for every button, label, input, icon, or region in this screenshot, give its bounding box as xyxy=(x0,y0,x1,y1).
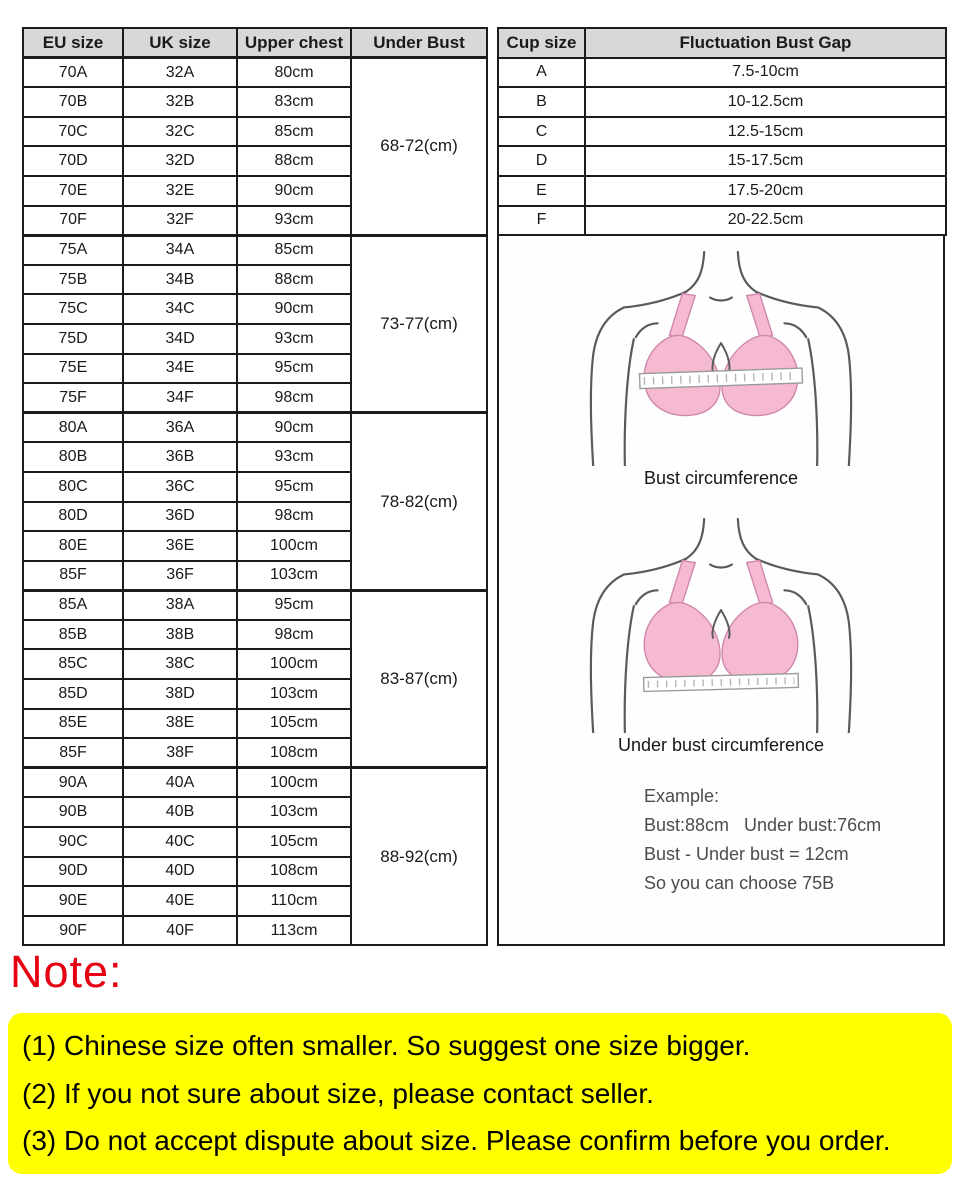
size-table xyxy=(22,27,488,946)
note-box xyxy=(8,1013,952,1174)
size-cell: 108cm xyxy=(237,857,351,887)
size-cell: 100cm xyxy=(237,531,351,561)
under-bust-cell: 88-92(cm) xyxy=(351,768,487,946)
size-cell: 32B xyxy=(123,87,237,117)
bust-gap-cell: 7.5-10cm xyxy=(585,58,946,88)
size-cell: 93cm xyxy=(237,442,351,472)
size-cell: 85A xyxy=(23,590,123,620)
size-cell: 103cm xyxy=(237,561,351,591)
size-cell: 90cm xyxy=(237,176,351,206)
example-title: Example: xyxy=(644,786,720,807)
note-item-3: (3) Do not accept dispute about size. Please confirm before you order. xyxy=(22,1124,891,1156)
size-cell: 85F xyxy=(23,561,123,591)
example-measurements: Bust:88cm Under bust:76cm xyxy=(644,815,882,836)
size-table-body xyxy=(23,58,487,946)
under-bust-cell: 68-72(cm) xyxy=(351,58,487,236)
under-bust-cell: 78-82(cm) xyxy=(351,413,487,591)
size-cell: 85cm xyxy=(237,235,351,265)
size-cell: 32A xyxy=(123,58,237,88)
size-cell: 38C xyxy=(123,649,237,679)
size-cell: 38E xyxy=(123,709,237,739)
size-cell: 90C xyxy=(23,827,123,857)
cup-table-body xyxy=(498,58,946,236)
size-cell: 36F xyxy=(123,561,237,591)
note-item-2: (2) If you not sure about size, please contact seller. xyxy=(22,1077,654,1109)
size-cell: 113cm xyxy=(237,916,351,946)
size-cell: 40D xyxy=(123,857,237,887)
size-tables-section xyxy=(22,27,944,946)
size-cell: 95cm xyxy=(237,354,351,384)
size-cell: 80B xyxy=(23,442,123,472)
cup-table-header-row xyxy=(498,28,946,58)
size-cell: 38B xyxy=(123,620,237,650)
size-table-header-cell: UK size xyxy=(123,28,237,58)
size-cell: 34F xyxy=(123,383,237,413)
size-cell: 70B xyxy=(23,87,123,117)
size-cell: 32E xyxy=(123,176,237,206)
size-cell: 40E xyxy=(123,886,237,916)
size-cell: 36C xyxy=(123,472,237,502)
measurement-guide-panel xyxy=(497,236,945,946)
size-cell: 90cm xyxy=(237,413,351,443)
size-cell: 80E xyxy=(23,531,123,561)
size-cell: 75C xyxy=(23,294,123,324)
size-cell: 98cm xyxy=(237,620,351,650)
size-cell: 105cm xyxy=(237,827,351,857)
size-cell: 90cm xyxy=(237,294,351,324)
size-cell: 70F xyxy=(23,206,123,236)
example-difference: Bust - Under bust = 12cm xyxy=(644,844,849,865)
size-cell: 85E xyxy=(23,709,123,739)
size-table-header-cell: Under Bust xyxy=(351,28,487,58)
size-cell: 90B xyxy=(23,797,123,827)
size-cell: 90D xyxy=(23,857,123,887)
cup-table-row xyxy=(498,206,946,236)
size-cell: 75E xyxy=(23,354,123,384)
size-cell: 98cm xyxy=(237,502,351,532)
cup-table-row xyxy=(498,146,946,176)
size-cell: 100cm xyxy=(237,768,351,798)
size-cell: 95cm xyxy=(237,472,351,502)
size-cell: 75D xyxy=(23,324,123,354)
size-cell: 103cm xyxy=(237,679,351,709)
size-cell: 34B xyxy=(123,265,237,295)
bust-gap-cell: 17.5-20cm xyxy=(585,176,946,206)
size-cell: 75B xyxy=(23,265,123,295)
size-cell: 70A xyxy=(23,58,123,88)
size-cell: 75F xyxy=(23,383,123,413)
right-column xyxy=(497,27,945,946)
size-table-header-row xyxy=(23,28,487,58)
size-cell: 70E xyxy=(23,176,123,206)
size-table-row xyxy=(23,768,487,798)
bust-gap-cell: 10-12.5cm xyxy=(585,87,946,117)
cup-table-row xyxy=(498,87,946,117)
size-cell: 80cm xyxy=(237,58,351,88)
size-cell: 40B xyxy=(123,797,237,827)
size-cell: 88cm xyxy=(237,146,351,176)
size-cell: 85B xyxy=(23,620,123,650)
size-cell: 98cm xyxy=(237,383,351,413)
size-cell: 36B xyxy=(123,442,237,472)
size-cell: 36D xyxy=(123,502,237,532)
size-cell: 80A xyxy=(23,413,123,443)
size-cell: 95cm xyxy=(237,590,351,620)
size-cell: 90F xyxy=(23,916,123,946)
cup-table-header-cell: Cup size xyxy=(498,28,585,58)
size-cell: 85D xyxy=(23,679,123,709)
size-cell: 103cm xyxy=(237,797,351,827)
size-cell: 34D xyxy=(123,324,237,354)
example-block xyxy=(644,782,881,898)
size-cell: 40F xyxy=(123,916,237,946)
size-cell: 32D xyxy=(123,146,237,176)
bust-gap-cell: 15-17.5cm xyxy=(585,146,946,176)
size-cell: 88cm xyxy=(237,265,351,295)
size-cell: 38A xyxy=(123,590,237,620)
cup-size-cell: D xyxy=(498,146,585,176)
size-cell: 85cm xyxy=(237,117,351,147)
size-cell: 34C xyxy=(123,294,237,324)
under-bust-measure-figure-illustration xyxy=(566,515,876,733)
note-title: Note: xyxy=(10,946,123,997)
bust-caption: Bust circumference xyxy=(643,468,799,489)
cup-size-cell: F xyxy=(498,206,585,236)
size-table-header-cell: Upper chest xyxy=(237,28,351,58)
size-cell: 75A xyxy=(23,235,123,265)
size-cell: 93cm xyxy=(237,324,351,354)
size-cell: 32C xyxy=(123,117,237,147)
cup-table-header-cell: Fluctuation Bust Gap xyxy=(585,28,946,58)
size-cell: 90E xyxy=(23,886,123,916)
size-cell: 38F xyxy=(123,738,237,768)
size-table-row xyxy=(23,235,487,265)
size-cell: 40C xyxy=(123,827,237,857)
cup-table-row xyxy=(498,176,946,206)
size-cell: 70C xyxy=(23,117,123,147)
size-cell: 85C xyxy=(23,649,123,679)
size-table-row xyxy=(23,58,487,88)
example-conclusion: So you can choose 75B xyxy=(644,873,835,894)
size-cell: 34E xyxy=(123,354,237,384)
cup-size-cell: E xyxy=(498,176,585,206)
cup-size-cell: A xyxy=(498,58,585,88)
size-cell: 80D xyxy=(23,502,123,532)
size-cell: 34A xyxy=(123,235,237,265)
under-bust-cell: 83-87(cm) xyxy=(351,590,487,768)
size-table-header-cell: EU size xyxy=(23,28,123,58)
size-table-row xyxy=(23,413,487,443)
cup-table-row xyxy=(498,58,946,88)
size-cell: 80C xyxy=(23,472,123,502)
size-cell: 108cm xyxy=(237,738,351,768)
size-cell: 36E xyxy=(123,531,237,561)
size-cell: 93cm xyxy=(237,206,351,236)
under-bust-caption: Under bust circumference xyxy=(617,735,825,756)
size-cell: 70D xyxy=(23,146,123,176)
cup-size-cell: C xyxy=(498,117,585,147)
size-cell: 32F xyxy=(123,206,237,236)
cup-table xyxy=(497,27,947,236)
bust-measure-figure-illustration xyxy=(566,248,876,466)
size-cell: 36A xyxy=(123,413,237,443)
cup-table-row xyxy=(498,117,946,147)
size-cell: 85F xyxy=(23,738,123,768)
bust-gap-cell: 20-22.5cm xyxy=(585,206,946,236)
size-table-row xyxy=(23,590,487,620)
size-cell: 38D xyxy=(123,679,237,709)
size-cell: 100cm xyxy=(237,649,351,679)
size-cell: 83cm xyxy=(237,87,351,117)
size-cell: 110cm xyxy=(237,886,351,916)
size-cell: 90A xyxy=(23,768,123,798)
cup-size-cell: B xyxy=(498,87,585,117)
bust-gap-cell: 12.5-15cm xyxy=(585,117,946,147)
size-cell: 105cm xyxy=(237,709,351,739)
size-cell: 40A xyxy=(123,768,237,798)
note-item-1: (1) Chinese size often smaller. So suggest one size bigger. xyxy=(22,1030,751,1062)
under-bust-cell: 73-77(cm) xyxy=(351,235,487,413)
